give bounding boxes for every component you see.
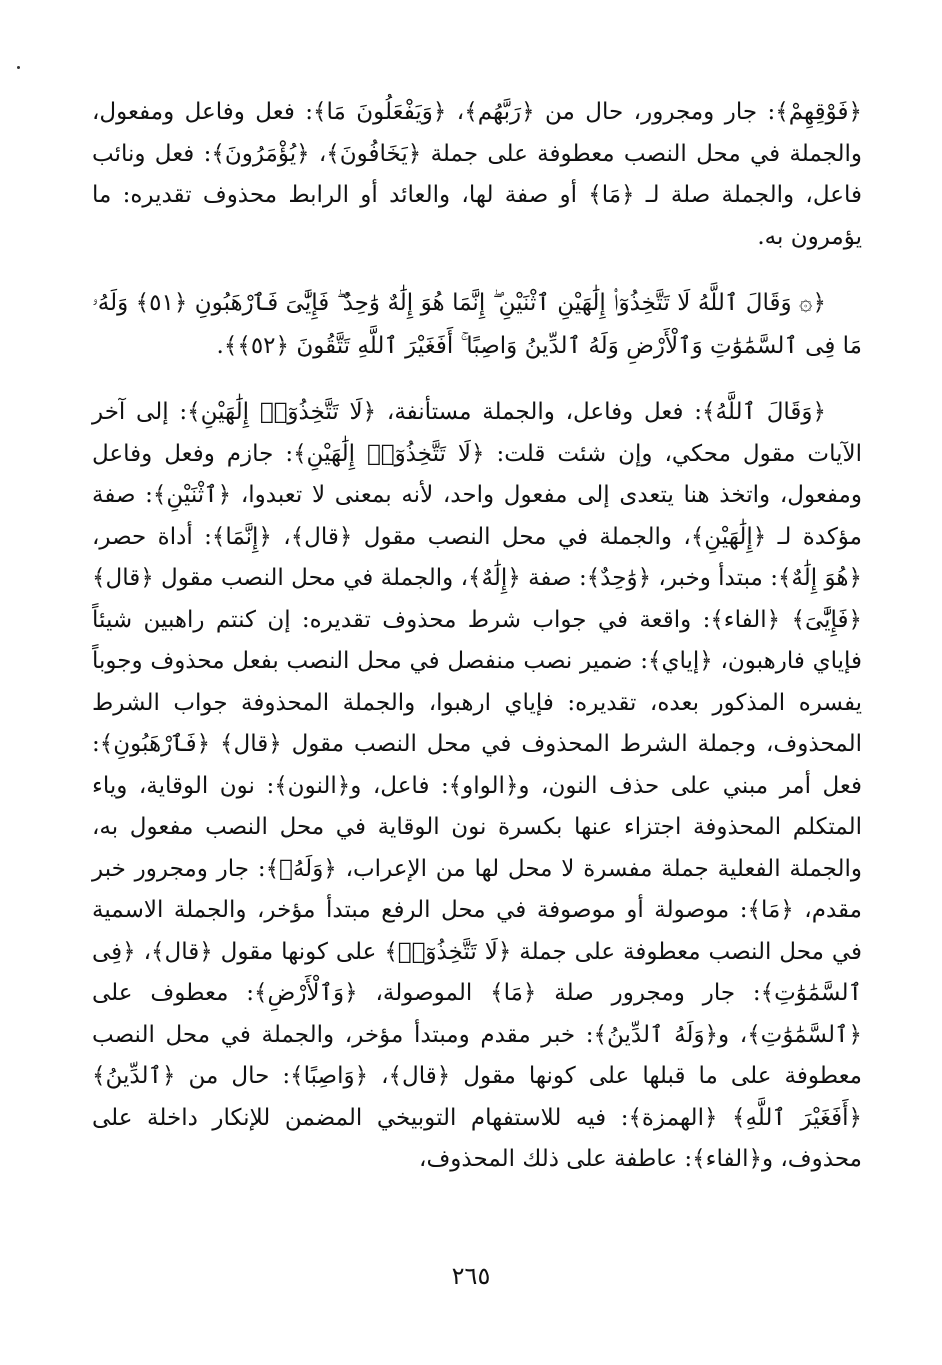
quran-verse: ﴿۞ وَقَالَ ٱللَّهُ لَا تَتَّخِذُوٓا۟ إِلَٰهَيْنِ ٱثْنَيْنِ ۖ إِنَّمَا هُوَ إِلَٰهٌ وَٰحِدٌ ۖ فَإِيَّٰىَ فَٱرْهَبُونِ ﴿٥١﴾ وَلَهُۥ مَا فِى ٱلسَّمَٰوَٰتِ وَٱلْأَرْضِ وَلَهُ ٱلدِّينُ وَاصِبًا ۚ أَفَغَيْرَ ٱللَّهِ تَتَّقُونَ ﴿٥٢﴾﴾. — [92, 290, 862, 359]
scan-speck — [17, 66, 20, 69]
paragraph-intro: ﴿فَوْقِهِمْ﴾: جار ومجرور، حال من ﴿رَبَّهُم﴾، ﴿وَيَفْعَلُونَ مَا﴾: فعل وفاعل ومفعول، والجملة في محل النصب معطوفة على جملة ﴿يَخَافُونَ﴾، ﴿يُؤْمَرُونَ﴾: فعل ونائب فاعل، والجملة صلة لـ ﴿مَا﴾ أو صفة لها، والعائد أو الرابط محذوف تقديره: ما يؤمرون به. — [92, 99, 862, 250]
page-body — [92, 92, 862, 1181]
paragraph-analysis: ﴿وَقَالَ ٱللَّهُ﴾: فعل وفاعل، والجملة مستأنفة، ﴿لَا تَتَّخِذُوٓا۟ إِلَٰهَيْنِ﴾: إلى آخر الآيات مقول محكي، وإن شئت قلت: ﴿لَا تَتَّخِذُوٓا۟ إِلَٰهَيْنِ﴾: جازم وفعل وفاعل ومفعول، واتخذ هنا يتعدى إلى مفعول واحد، لأنه بمعنى لا تعبدوا، ﴿ٱثْنَيْنِ﴾: صفة مؤكدة لـ ﴿إِلَٰهَيْنِ﴾، والجملة في محل النصب مقول ﴿قال﴾، ﴿إِنَّمَا﴾: أداة حصر، ﴿هُوَ إِلَٰهٌ﴾: مبتدأ وخبر، ﴿وَٰحِدٌ﴾: صفة ﴿إِلَٰهٌ﴾، والجملة في محل النصب مقول ﴿قال﴾ ﴿فَإِيَّٰىَ﴾ ﴿الفاء﴾: واقعة في جواب شرط محذوف تقديره: إن كنتم راهبين شيئاً فإياي فارهبون، ﴿إياي﴾: ضمير نصب منفصل في محل النصب بفعل محذوف وجوباً يفسره المذكور بعده، تقديره: فإياي ارهبوا، والجملة المحذوفة جواب الشرط المحذوف، وجملة الشرط المحذوف في محل النصب مقول ﴿قال﴾ ﴿فَٱرْهَبُونِ﴾: فعل أمر مبني على حذف النون، و﴿الواو﴾: فاعل، و﴿النون﴾: نون الوقاية، وياء المتكلم المحذوفة اجتزاء عنها بكسرة نون الوقاية في محل النصب مفعول به، والجملة الفعلية جملة مفسرة لا محل لها من الإعراب، ﴿وَلَهُۥ﴾: جار ومجرور خبر مقدم، ﴿مَا﴾: موصولة أو موصوفة في محل الرفع مبتدأ مؤخر، والجملة الاسمية في محل النصب معطوفة على جملة ﴿لَا تَتَّخِذُوٓا۟﴾ على كونها مقول ﴿قال﴾، ﴿فِى ٱلسَّمَٰوَٰتِ﴾: جار ومجرور صلة ﴿مَا﴾ الموصولة، ﴿وَٱلْأَرْضِ﴾: معطوف على ﴿ٱلسَّمَٰوَٰتِ﴾، و﴿وَلَهُ ٱلدِّينُ﴾: خبر مقدم ومبتدأ مؤخر، والجملة في محل النصب معطوفة على ما قبلها على كونها مقول ﴿قال﴾، ﴿وَاصِبًا﴾: حال من ﴿ٱلدِّينُ﴾ ﴿أَفَغَيْرَ ٱللَّهِ﴾ ﴿الهمزة﴾: فيه للاستفهام التوبيخي المضمن للإنكار داخلة على محذوف، و﴿الفاء﴾: عاطفة على ذلك المحذوف، — [92, 399, 862, 1172]
page-number: ٢٦٥ — [451, 1262, 491, 1290]
